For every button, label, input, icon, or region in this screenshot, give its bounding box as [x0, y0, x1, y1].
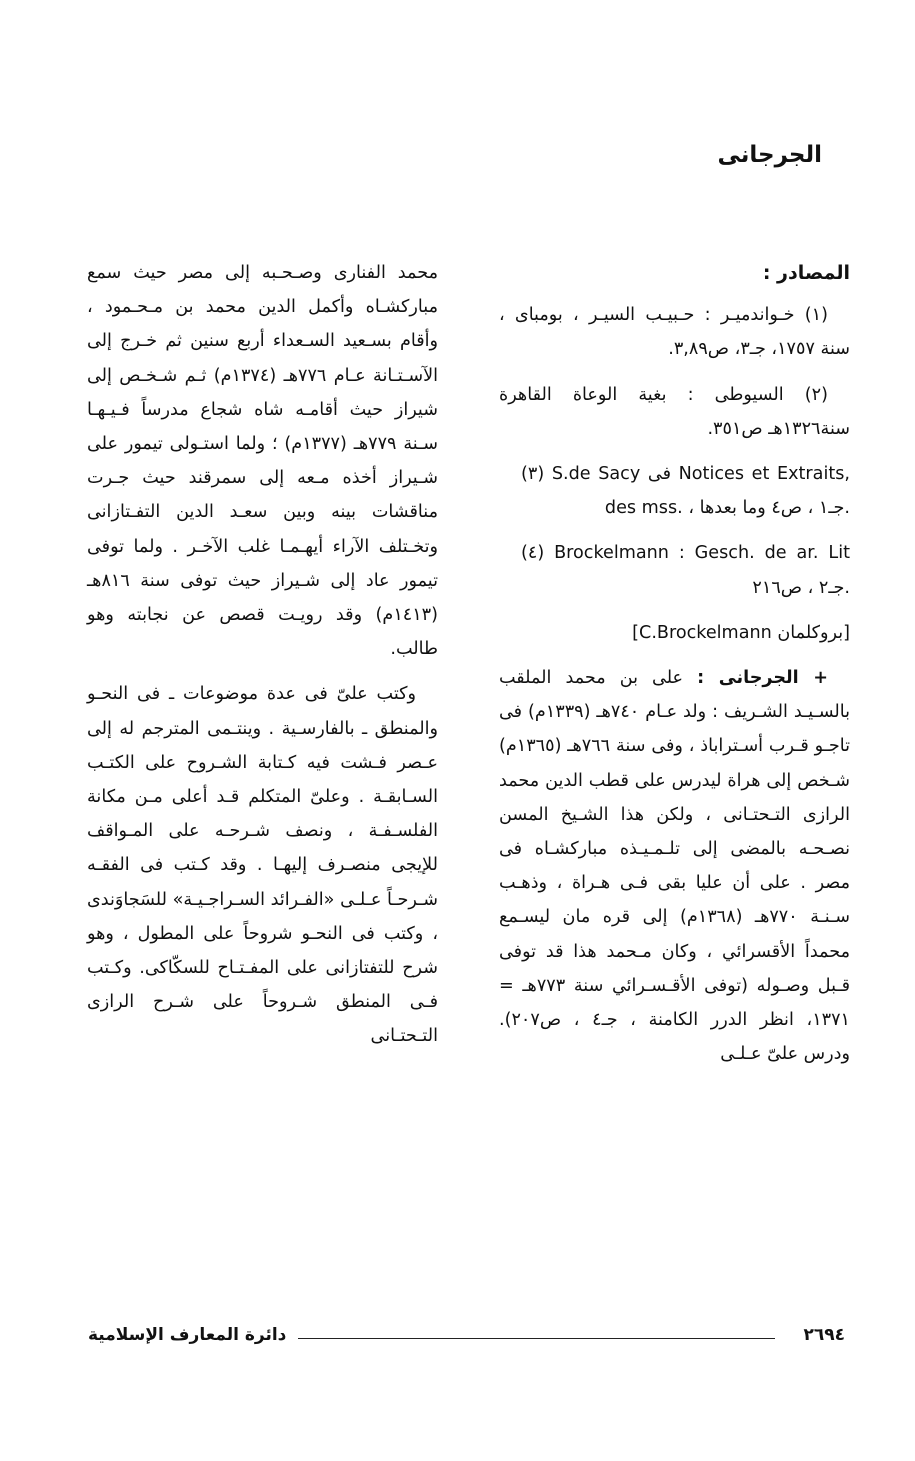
left-column: [87, 256, 438, 1065]
entry-title: + الجرجانى :: [697, 668, 829, 689]
source-item: (٣) S.de Sacy فى Notices et Extraits, des mss. ، جـ١ ، ص٤ وما بعدها.: [521, 464, 850, 519]
source-item: (٢) السيوطى : بغية الوعاة القاهرة سنة١٣٢٦هـ ص٣٥١.: [499, 384, 850, 439]
entry-paragraph: [499, 661, 850, 1071]
footer-rule: [298, 1338, 775, 1339]
running-head-title: الجرجانى: [717, 142, 822, 168]
entry-text: على بن محمد الملقب بالسـيـد الشـريف : ولد عـام ٧٤٠هـ (١٣٣٩م) فى تاجـو قـرب أسـتراباذ ، وفى سنة ٧٦٦هـ (١٣٦٥م) شـخص إلى هراة ليدرس على قطب الدين محمد الرازى التـحتـانى ، ولكن هذا الشـيخ المسن نصـحـه بالمضى إلى تلـمـيـذه مباركشـاه فى مصر . على أن عليا بقى فـى هـراة ، وذهـب سـنـة ٧٧٠هـ (١٣٦٨م) إلى قره مان ليسـمع محمداً الأقسرائي ، وكان مـحمد هذا قد توفى قـبل وصـوله (توفى الأقـسـرائي سنة ٧٧٣هـ = ١٣٧١، انظر الدرر الكامنة ، جـ٤ ، ص٢٠٧). ودرس علىّ عـلـى: [499, 668, 851, 1065]
biography-paragraph: محمد الفنارى وصـحـبه إلى مصر حيث سمع مباركشـاه وأكمل الدين محمد بن مـحـمود ، وأقام بسـعيد السـعداء أربع سنين ثم خـرج إلى الآسـتـانة عـام ٧٧٦هـ (١٣٧٤م) ثـم شـخـص إلى شيراز حيث أقامـه شاه شجاع مدرساً فـيـهـا سـنة ٧٧٩هـ (١٣٧٧م) ؛ ولما استـولى تيمور على شـيراز أخذه مـعه إلى سمرقند حيث جـرت مناقشات بينه وبين سعـد الدين التفـتازانى وتخـتلف الآراء أيهـمـا غلب الآخـر . ولما توفى تيمور عاد إلى شـيراز حيث توفى سنة ٨١٦هـ (١٤١٣م) وقد رويـت قصص عن نجابته وهو طالب.: [87, 263, 439, 660]
page-footer: [88, 1325, 845, 1355]
works-paragraph: وكتب علىّ فى عدة موضوعات ـ فى النحـو والمنطق ـ بالفارسـية . وينتـمى المترجم له إلى عـصر فـشت فيه كـتابة الشـروح على الكتـب السـابقـة . وعلىّ المتكلم قـد أعلى مـن مكانة الفلسـفـة ، ونصف شـرحـه على المـواقف للإيجى منصـرف إليهـا . وقد كـتب فى الفقـه شـرحـاً عـلـى «الفـرائد السـراجـيـة» للسَجاوَندى ، وكتب فى النحـو شروحاً على المطول ، وهو شرح للتفتازانى على المفـتـاح للسكّاكى. وكـتب فـى المنطق شـروحاً على شـرح الرازى التـحتـانى: [87, 684, 438, 1047]
sources-heading: المصادر :: [762, 262, 850, 284]
author-signature: [بروكلمان C.Brockelmann]: [632, 622, 850, 643]
page-number: ٢٦٩٤: [803, 1325, 845, 1345]
encyclopedia-title: دائرة المعارف الإسلامية: [88, 1325, 287, 1345]
right-column: [499, 256, 850, 1082]
source-item: (٤) Brockelmann : Gesch. de ar. Lit جـ٢ ، ص٢١٦.: [521, 543, 850, 598]
source-item: (١) خـواندميـر : حـبيـب السيـر ، بومباى ، سنة ١٧٥٧، جـ٣، ص٣,٨٩.: [499, 305, 850, 360]
